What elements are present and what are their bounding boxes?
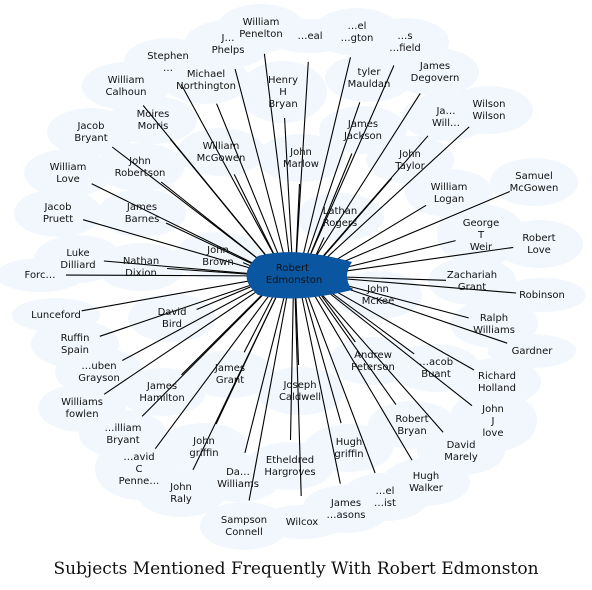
diagram-title: Subjects Mentioned Frequently With Robert Edmonston xyxy=(53,559,539,579)
node-label: …eal xyxy=(297,31,323,42)
node-label: John Brown xyxy=(202,245,234,268)
node-label: Moires Morris xyxy=(136,109,170,132)
node-label: Sampson Connell xyxy=(220,515,268,538)
node-halo xyxy=(391,48,479,96)
node-label: Robert Love xyxy=(522,233,556,256)
node-label: Wilson Wilson xyxy=(472,99,506,122)
node-label: …uben Grayson xyxy=(78,361,120,384)
node-label: Hugh griffin xyxy=(334,437,364,460)
node-label: John J love xyxy=(482,404,504,439)
node-label: …el …gton xyxy=(340,21,374,44)
node-label: John Marlow xyxy=(283,147,319,170)
node-halo xyxy=(14,189,102,237)
node-label: Ralph Williams xyxy=(473,313,515,336)
node-label: Robert Bryan xyxy=(395,414,429,437)
node-halo xyxy=(490,158,578,206)
node-label: Richard Holland xyxy=(477,371,517,394)
node-halo xyxy=(495,220,583,268)
node-label: Ja… Will… xyxy=(431,106,461,129)
node-halo xyxy=(96,143,184,191)
node-label: James Jackson xyxy=(343,119,383,142)
node-label: Wilcox xyxy=(285,517,319,528)
node-halo xyxy=(118,368,206,416)
node-label: John McKee xyxy=(361,284,395,307)
node-label: John Raly xyxy=(170,482,192,505)
node-label: Andrew Peterson xyxy=(351,350,395,373)
node-label: James Grant xyxy=(214,363,246,386)
node-label: John Robertson xyxy=(114,156,166,179)
node-label: Gardner xyxy=(511,346,553,357)
node-label: …s …field xyxy=(389,31,421,54)
node-label: J… Phelps xyxy=(211,33,245,56)
node-label: Robinson xyxy=(519,290,565,301)
center-node xyxy=(247,252,353,298)
node-label: Luke Dilliard xyxy=(60,248,96,271)
node-halo xyxy=(177,128,265,176)
node-halo xyxy=(98,189,186,237)
node-label: James …asons xyxy=(326,498,366,521)
node-label: William Calhoun xyxy=(105,75,147,98)
node-label: James Barnes xyxy=(124,202,160,225)
node-label: Etheldred Hargroves xyxy=(264,455,316,478)
node-label: William Logan xyxy=(430,182,468,205)
node-label: Jacob Bryant xyxy=(74,121,108,144)
node-label: George T Weir xyxy=(462,218,500,253)
node-label: Nathan Dixion xyxy=(122,256,160,279)
node-halo xyxy=(162,56,250,104)
node-label: …acob Buant xyxy=(418,357,454,380)
node-label: James Degovern xyxy=(410,61,460,84)
node-label: …el …ist xyxy=(374,486,396,509)
node-label: Williams fowlen xyxy=(61,397,103,420)
node-label: William McGowen xyxy=(196,141,246,164)
node-label: …illiam Bryant xyxy=(104,423,142,446)
center-node-label: Robert Edmonston xyxy=(265,263,323,286)
node-label: John griffin xyxy=(189,436,219,459)
node-label: William Love xyxy=(49,162,87,185)
node-label: Hugh Walker xyxy=(409,471,443,494)
node-label: Henry H Bryan xyxy=(267,75,299,110)
node-label: James Hamilton xyxy=(139,381,185,404)
node-label: Lunceford xyxy=(31,310,81,321)
node-label: Stephen … xyxy=(147,51,189,74)
node-label: Forc… xyxy=(24,270,56,281)
node-label: David Bird xyxy=(157,307,187,330)
node-label: Da… Williams xyxy=(217,467,259,490)
node-label: Jacob Pruett xyxy=(42,202,74,225)
node-label: David Marely xyxy=(444,440,478,463)
node-label: Joseph Caldwell xyxy=(278,380,322,403)
node-label: Zachariah Grant xyxy=(446,270,498,293)
node-label: tyler Mauldan xyxy=(347,67,391,90)
node-label: William Penelton xyxy=(239,17,283,40)
node-label: Ruffin Spain xyxy=(60,333,90,356)
node-label: Lathan Rogers xyxy=(322,206,358,229)
node-label: Michael Northington xyxy=(176,69,236,92)
node-label: Samuel McGowen xyxy=(509,171,559,194)
node-label: …avid C Penne… xyxy=(118,452,160,487)
node-label: John Taylor xyxy=(395,149,425,172)
